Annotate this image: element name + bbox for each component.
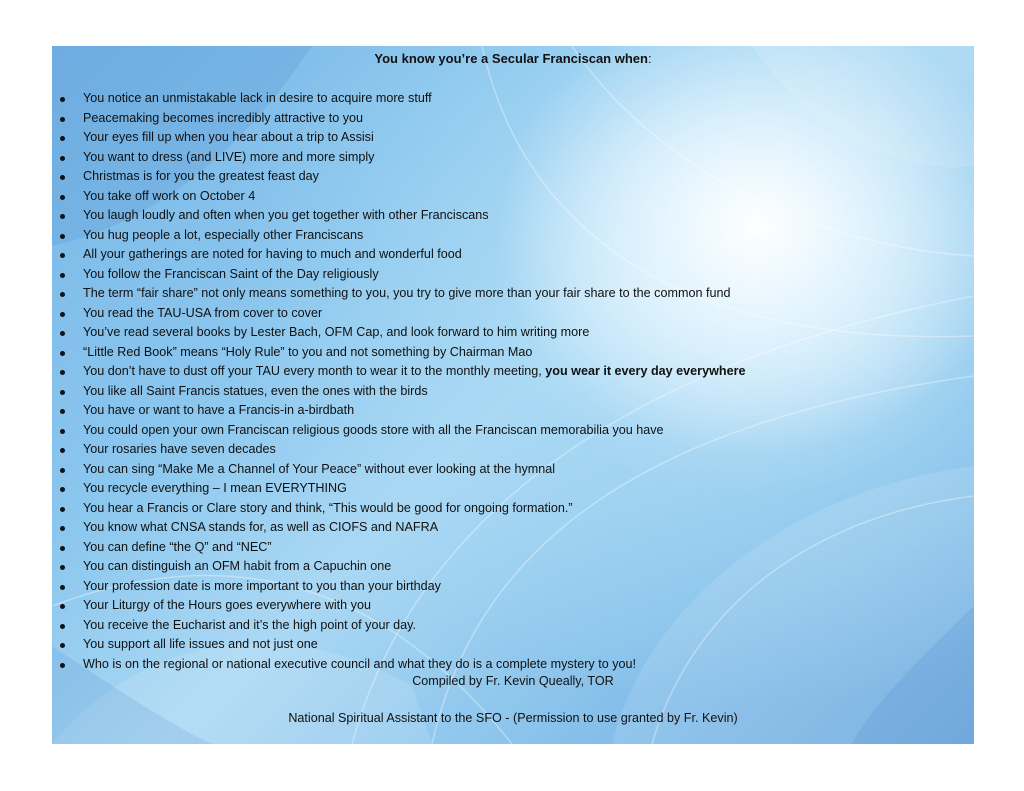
list-item-text: The term “fair share” not only means something to you, you try to give more than your fair share to the common fund <box>83 286 731 300</box>
list-item-text: Your Liturgy of the Hours goes everywhere with you <box>83 598 371 612</box>
list-item <box>52 538 745 558</box>
bullet-icon <box>60 409 65 414</box>
list-item <box>52 518 745 538</box>
bullet-icon <box>60 370 65 375</box>
title-text: You know you’re a Secular Franciscan when <box>374 51 648 66</box>
list-item-text: You notice an unmistakable lack in desire to acquire more stuff <box>83 91 432 105</box>
list-item <box>52 479 745 499</box>
list-item-text: You support all life issues and not just one <box>83 637 318 651</box>
list-item <box>52 323 745 343</box>
list-item <box>52 401 745 421</box>
title-colon: : <box>647 51 652 66</box>
bullet-icon <box>60 234 65 239</box>
list-item-text: You’ve read several books by Lester Bach, OFM Cap, and look forward to him writing more <box>83 325 590 339</box>
list-item-text: You have or want to have a Francis-in a-birdbath <box>83 403 355 417</box>
list-item <box>52 226 745 246</box>
bullet-icon <box>60 331 65 336</box>
list-item <box>52 596 745 616</box>
list-item-text: You follow the Franciscan Saint of the Day religiously <box>83 266 379 281</box>
list-item-text: You can define “the Q” and “NEC” <box>83 539 272 554</box>
bullet-icon <box>60 175 65 180</box>
list-item <box>52 245 745 265</box>
bullet-icon <box>60 565 65 570</box>
list-item <box>52 382 745 402</box>
bullet-icon <box>60 604 65 609</box>
list-item <box>52 265 745 285</box>
list-item <box>52 616 745 636</box>
bullet-icon <box>60 468 65 473</box>
bullet-icon <box>60 136 65 141</box>
bullet-icon <box>60 351 65 356</box>
list-item-text: You hug people a lot, especially other Franciscans <box>83 227 364 242</box>
bullet-icon <box>60 214 65 219</box>
list-item-text: Your eyes fill up when you hear about a trip to Assisi <box>83 130 374 144</box>
list-item-text: You receive the Eucharist and it’s the high point of your day. <box>83 617 417 632</box>
list-item-emphasis: you wear it every day everywhere <box>545 364 746 378</box>
list-item-text: “Little Red Book” means “Holy Rule” to you and not something by Chairman Mao <box>83 344 533 359</box>
list-item <box>52 284 745 304</box>
list-item <box>52 440 745 460</box>
list-item-text: You take off work on October 4 <box>83 188 256 203</box>
bullet-icon <box>60 429 65 434</box>
list-item <box>52 577 745 597</box>
bullet-icon <box>60 390 65 395</box>
document-title <box>52 51 974 66</box>
document-content <box>52 46 974 744</box>
bullet-icon <box>60 526 65 531</box>
list-item <box>52 304 745 324</box>
list-item <box>52 89 745 109</box>
bullet-icon <box>60 97 65 102</box>
list-item <box>52 167 745 187</box>
list-item-text: Christmas is for you the greatest feast day <box>83 169 319 183</box>
list-item-text: Your rosaries have seven decades <box>83 442 276 456</box>
list-item-text: You laugh loudly and often when you get together with other Franciscans <box>83 208 489 222</box>
list-item-text: All your gatherings are noted for having to much and wonderful food <box>83 247 462 261</box>
list-item-text: Peacemaking becomes incredibly attractive to you <box>83 110 364 125</box>
bullet-icon <box>60 273 65 278</box>
list-item-text: You want to dress (and LIVE) more and more simply <box>83 149 375 164</box>
bullet-icon <box>60 487 65 492</box>
list-item <box>52 206 745 226</box>
bullet-list <box>52 89 745 674</box>
bullet-icon <box>60 663 65 668</box>
compiled-by-line: Compiled by Fr. Kevin Queally, TOR <box>412 674 614 688</box>
background-panel <box>52 46 974 744</box>
bullet-icon <box>60 253 65 258</box>
bullet-icon <box>60 624 65 629</box>
list-item-text: You can distinguish an OFM habit from a Capuchin one <box>83 559 392 573</box>
list-item-text: Your profession date is more important to you than your birthday <box>83 578 441 593</box>
list-item <box>52 421 745 441</box>
list-item <box>52 343 745 363</box>
bullet-icon <box>60 643 65 648</box>
list-item-text: You like all Saint Francis statues, even the ones with the birds <box>83 383 428 398</box>
bullet-icon <box>60 546 65 551</box>
list-item-text: You read the TAU-USA from cover to cover <box>83 305 323 320</box>
list-item <box>52 460 745 480</box>
bullet-icon <box>60 585 65 590</box>
list-item-text: You know what CNSA stands for, as well as CIOFS and NAFRA <box>83 520 439 534</box>
list-item <box>52 557 745 577</box>
list-item <box>52 148 745 168</box>
bullet-icon <box>60 195 65 200</box>
list-item-text: You recycle everything – I mean EVERYTHING <box>83 481 347 495</box>
bullet-icon <box>60 507 65 512</box>
list-item-text: You hear a Francis or Clare story and think, “This would be good for ongoing formation.” <box>83 500 573 515</box>
bullet-icon <box>60 312 65 317</box>
list-item-text: You could open your own Franciscan religious goods store with all the Franciscan memorabilia you have <box>83 422 664 437</box>
bullet-icon <box>60 292 65 297</box>
list-item-text: You can sing “Make Me a Channel of Your Peace” without ever looking at the hymnal <box>83 461 556 476</box>
bullet-icon <box>60 448 65 453</box>
list-item <box>52 362 745 382</box>
bullet-icon <box>60 117 65 122</box>
list-item-text: You don’t have to dust off your TAU every month to wear it to the monthly meeting, <box>83 364 546 378</box>
list-item <box>52 655 745 675</box>
list-item <box>52 187 745 207</box>
bullet-icon <box>60 156 65 161</box>
list-item <box>52 499 745 519</box>
list-item <box>52 109 745 129</box>
assistant-line: National Spiritual Assistant to the SFO - (Permission to use granted by Fr. Kevin) <box>288 711 738 725</box>
list-item <box>52 128 745 148</box>
list-item-text: Who is on the regional or national executive council and what they do is a complete mystery to you! <box>83 656 637 671</box>
list-item <box>52 635 745 655</box>
